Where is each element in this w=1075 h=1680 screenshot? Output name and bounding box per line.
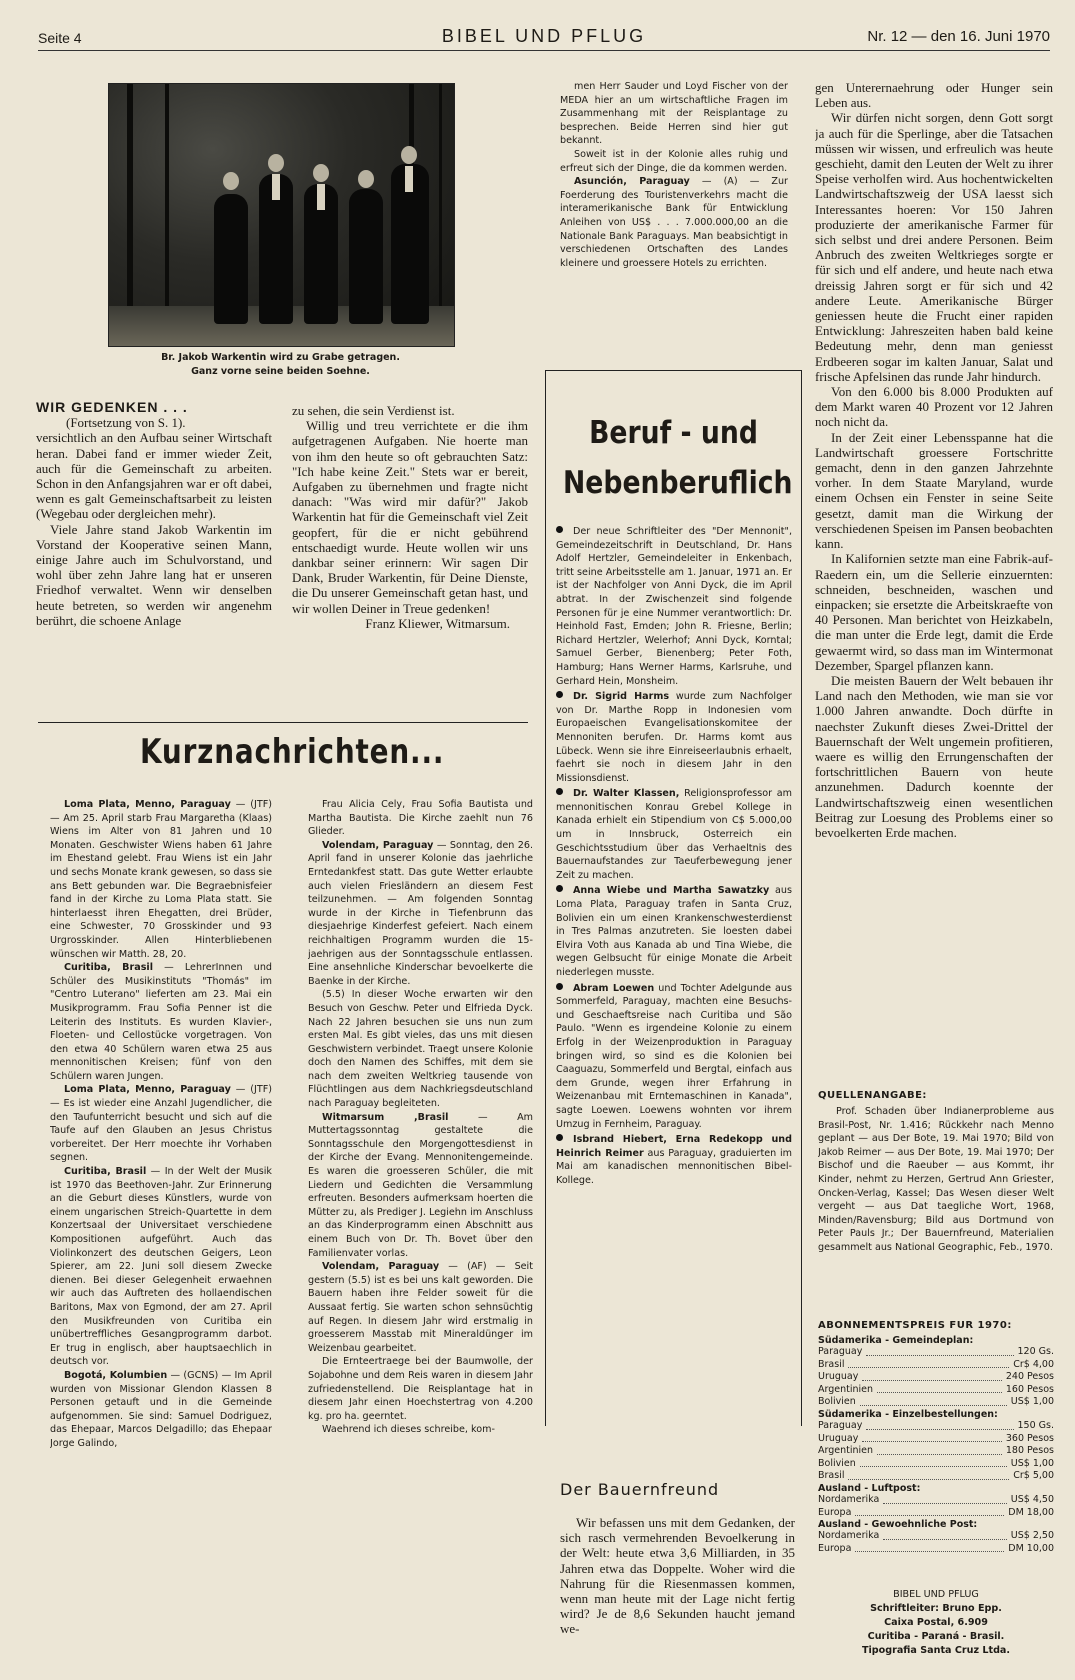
wir-gedenken-heading: WIR GEDENKEN . . . bbox=[36, 400, 188, 415]
news-text: — (GCNS) — Im April wurden von Missionar Glendon Klassen 8 Personen getauft und in die Gemeinde aufgenommen. Sie sind: Samuel Dodriguez, das Ehepaar, Marcos Delgadillo; das Ehepaar Jorge Galindo, bbox=[50, 1369, 272, 1449]
beruf-name: Isbrand Hiebert, Erna Redekopp und Heinrich Reimer bbox=[556, 1134, 792, 1159]
news-item bbox=[50, 1165, 272, 1369]
news-text: — Am Muttertagssonntag gestaltete die Sonntagsschule den Morgengottesdienst in der Kirche der Evang. Mennonitengemeinde. Es waren die groesseren Schüler, die mit Liedern und Gedichten die Versammlung erfreuten. Besonders aufmerksam hoerten die Mütter zu, als Prediger J. Legiehn im Anschluss an das Kinderprogramm einen Abschnitt aus einem Buch von Dr. Th. Bovet über den Familienvater vorlas. bbox=[308, 1111, 533, 1259]
abonnement-heading: ABONNEMENTSPREIS FÜR 1970: bbox=[818, 1320, 1012, 1331]
bullet-icon bbox=[556, 1134, 563, 1141]
bullet-icon bbox=[556, 526, 563, 533]
price-section-title: Ausland - Luftpost: bbox=[818, 1482, 921, 1494]
issue-date: Nr. 12 — den 16. Juni 1970 bbox=[867, 28, 1050, 45]
photo-caption: Br. Jakob Warkentin wird zu Grabe getragen. Ganz vorne seine beiden Soehne. bbox=[161, 352, 400, 377]
beruf-item bbox=[556, 982, 792, 1132]
price-country: Argentinien bbox=[818, 1445, 874, 1457]
dot-leader bbox=[860, 1458, 1007, 1468]
beruf-text: und Tochter Adelgunde aus Sommerfeld, Paraguay, machten eine Besuchs- und Geschaeftsreise nach Curitiba und São Paulo. "Wenn es irgendeine Kolonie zu einem Erfolg in der Weizenproduktion in Paraguay bringen wird, so sind es die Kolonien bei Caaguazu, Sommerfeld und Bergtal, einfach aus dem Grunde, wegen ihrer Erfahrung in Weizenanbau mit Erntemaschinen in Kanada", sagte Loewen. Loewens wohnten vor ihrem Umzug in Fernheim, Paraguay. bbox=[556, 982, 792, 1130]
price-row bbox=[818, 1396, 1054, 1409]
beruf-text: Religionsprofessor am mennonitischen Konrau Grebel Kollege in Kanada erhielt ein Stipendium von C$ 5.000,00 um in Innsbruck, Osterreich ein Geschichtsstudium über das Verhaeltnis des Bauernaufstandes zur Taeuferbewegung jener Zeit zu machen. bbox=[556, 788, 792, 881]
beruf-name: Dr. Walter Klassen, bbox=[573, 788, 680, 800]
kurznachrichten-title: Kurznachrichten... bbox=[140, 732, 445, 772]
bauernfreund-text: Wir befassen uns mit dem Gedanken, der sich rasch vermehrenden Bevoelkerung in der Welt: heute etwa 3,6 Milliarden, in 35 Jahren etwa das Doppelte. Woher wird die Nahrung für die Riesenmassen kommen, wenn man heute mit der Lage nicht fertig wird? Je de 8,6 Sekunden haucht jemand we- bbox=[560, 1515, 795, 1637]
price-value: US$ 4,50 bbox=[1010, 1493, 1054, 1505]
news-item bbox=[50, 798, 272, 961]
funeral-photo bbox=[108, 83, 455, 347]
beruf-text: aus Paraguay, graduierten im Mai am kanadischen mennonitischen Bibel-Kollege. bbox=[556, 1147, 792, 1186]
price-row bbox=[818, 1494, 1054, 1507]
beruf-text: wurde zum Nachfolger von Dr. Marthe Ropp in Indonesien vom Europaeischen Evangelisationskomitee der Mennoniten berufen. Dr. Harms komt aus Lübeck. Wenn sie ihre Einreiseerlaubnis erhaelt, faehrt sie noch in diesem Jahr in den Missionsdienst. bbox=[556, 691, 792, 784]
dot-leader bbox=[848, 1470, 1009, 1480]
price-row bbox=[818, 1507, 1054, 1520]
dot-leader bbox=[848, 1359, 1009, 1369]
bullet-icon bbox=[556, 983, 563, 990]
column-paragraph: In Kalifornien setzte man eine Fabrik-auf-Raedern ein, um die Sellerie einzuernten: schneiden, beschneiden, waschen und einpacken; sie ersetzte die Arbeitskraefte von 40 Personen. Man berichtet von Heizkabeln, die man unter die Erde legt, damit die Erde gewaermt wird, so dass man im Wintermonat Dezember, Spargel pflanzen kann. bbox=[815, 551, 1053, 673]
news-text: Die Ernteertraege bei der Baumwolle, der Sojabohne und dem Reis waren in diesem Jahr zufriedenstellend. Die Reisplantage hat in diesem Jahr einen Hoechstertrag von 4.200 kg. pro ha. geerntet. bbox=[308, 1356, 533, 1422]
price-row bbox=[818, 1433, 1054, 1446]
dot-leader bbox=[877, 1384, 1002, 1394]
header-rule bbox=[38, 50, 1050, 51]
bullet-icon bbox=[556, 691, 563, 698]
beruf-item bbox=[556, 1133, 792, 1187]
column-paragraph: In der Zeit einer Lebensspanne hat die Landwirtschaft groessere Fortschritte gemacht, denn in den ganzen Jahrzehnte vorher. In dem Staate Maryland, wurde einem Ochsen ein Fenster in seine Seite gesetzt, damit man die Wirkung der verschiedenen Speisen im Pansen beobachten kann. bbox=[815, 429, 1053, 552]
price-value: DM 18,00 bbox=[1008, 1506, 1054, 1518]
price-section-title: Südamerika - Gemeindeplan: bbox=[818, 1335, 974, 1346]
news-dateline: Loma Plata, Menno, Paraguay bbox=[64, 1084, 231, 1096]
news-text: — (A) — Zur Foerderung des Touristenverkehrs macht die interamerikanische Bank für Entwicklung Anleihen von US$ . . . 7.000.000,00 an die Nationale Bank Paraguays. Man beabsichtigt in verschiedenen Ortschaften des Landes kleinere und groessere Hotels zu errichten. bbox=[560, 176, 788, 269]
page-number: Seite 4 bbox=[38, 30, 82, 46]
bullet-icon bbox=[556, 885, 563, 892]
price-row bbox=[818, 1470, 1054, 1483]
news-item bbox=[308, 1355, 533, 1423]
news-text: — (AF) — Seit gestern (5.5) ist es bei uns kalt geworden. Die Bauern haben ihre Felder soweit für die Aussaat fertig. Sie warten schon sehnsüchtig auf Regen. In diesem Jahr wird erstmalig in groesserem Masstab mit Mineraldünger im Weizenbau gearbeitet. bbox=[308, 1261, 533, 1354]
news-item bbox=[560, 148, 788, 175]
beruf-item bbox=[556, 525, 792, 688]
price-value: US$ 2,50 bbox=[1010, 1530, 1054, 1542]
quellenangabe: QUELLENANGABE: Prof. Schaden über Indianerprobleme aus Brasil-Post, Nr. 1.416; Rückkehr nach Menno geplant — aus Der Bote, 19. Mai 1970; Bild von Jakob Reimer — aus Der Bote, 19. Mai 1970; Der Bischof und die Raeuber — aus Kommt, ihr Kinder, nehmt zu Herzen, Gertrud Ann Griester, Oncken-Verlag, Kassel; Das Wesen dieser Welt vergeht — aus Dat taegliche Wort, 1968, Minden/Ravensburg; Bild aus Dortmund von Peter Pauls Jr.; Der Bauernfreund, Materialien gesammelt aus National Geographic, Feb., 1970. bbox=[818, 1090, 1054, 1253]
news-item bbox=[308, 1260, 533, 1355]
wir-gedenken-col1: WIR GEDENKEN . . . (Fortsetzung von S. 1). versichtlich an den Aufbau seiner Wirtschaft heran. Dabei fand er immer wieder Zeit, auch für die Gemeinschaft zu arbeiten. Schon in den Anfangsjahren war er oft dabei, wenn es galt Gemeinschaftsarbeit zu leisten (Wegebau oder dergleichen mehr). Viele Jahre stand Jakob Warkentin im Vorstand der Kooperative seinen Mann, einige Jahre auch im Schulvorstand, und wohl über zehn Jahre lang hat er unseren Friedhof verwaltet. Wenn wir denselben heute betreten, so werden wir angenehm berührt, die schoene Anlage bbox=[36, 400, 272, 628]
price-country: Bolivien bbox=[818, 1457, 856, 1469]
beruf-name: Abram Loewen bbox=[573, 982, 655, 994]
news-item bbox=[308, 1423, 533, 1437]
news-item bbox=[308, 839, 533, 989]
price-section-title: Südamerika - Einzelbestellungen: bbox=[818, 1408, 998, 1420]
column-paragraph: Die meisten Bauern der Welt bebauen ihr Land nach den Methoden, wie man sie vor 1.000 Jahren anwandte. Doch dürfte in naechster Zukunft dieses Zwei-Drittel der Bauernschaft der Welt ungemein profitieren, waere es willig den Errungenschaften der fortschrittlichen Bauern von heute anzunehmen. Dadurch koennte der Landwirtschaftszweig einen wesentlichen Beitrag zur Loesung des Problems einer so bevoelkerten Erde machen. bbox=[815, 672, 1053, 840]
dot-leader bbox=[883, 1530, 1006, 1540]
dot-leader bbox=[866, 1420, 1013, 1430]
news-text: (5.5) In dieser Woche erwarten wir den Besuch von Geschw. Peter und Elfrieda Dyck. Nach 22 Jahren besuchen sie uns nun zum ersten Mal. Es gibt vieles, das uns mit diesen Geschwistern verbindet. Traegt unsere Kolonie doch den Namen des Schiffes, mit dem sie nach dem zweiten Weltkrieg tausende von Flüchtlingen aus dem Nachkriegsdeutschland nach Paraguay begleiteten. bbox=[308, 989, 533, 1110]
news-dateline: Volendam, Paraguay bbox=[322, 839, 434, 851]
price-country: Uruguay bbox=[818, 1432, 859, 1444]
price-country: Argentinien bbox=[818, 1383, 874, 1395]
news-text: Soweit ist in der Kolonie alles ruhig und erfreut sich der Dinge, die da kommen werden. bbox=[560, 148, 788, 174]
price-value: 120 Gs. bbox=[1017, 1346, 1054, 1357]
dot-leader bbox=[862, 1371, 1002, 1381]
dot-leader bbox=[860, 1396, 1007, 1406]
price-value: 240 Pesos bbox=[1005, 1371, 1054, 1383]
news-text: — (JTF) — Am 25. April starb Frau Margaretha (Klaas) Wiens im Alter von 81 Jahren und 10 Monaten. Geschwister Wiens haben 61 Jahre im Ehestand gelebt. Frau Wiens ist ein Jahr und sechs Monate krank gewesen, so dass sie ans Bett gebunden war. Die Begraebnisfeier fand in der Kirche zu Loma Plata statt. Sie hinterlaesst ihren Ehegatten, drei Brüder, eine Schwester, 70 Grosskinder und 93 Urgrosskinder. Allen Hinterbliebenen wünschen wir Matth. 28, 20. bbox=[50, 799, 272, 960]
news-text: Frau Alicia Cely, Frau Sofia Bautista und Martha Bautista. Die Kirche zaehlt nun 76 Glieder. bbox=[308, 799, 533, 838]
dot-leader bbox=[862, 1433, 1002, 1443]
news-dateline: Volendam, Paraguay bbox=[322, 1261, 440, 1273]
beruf-title: Beruf - und Nebenberuflich bbox=[562, 415, 793, 501]
column-paragraph: Wir dürfen nicht sorgen, denn Gott sorgt ja auch für die Sperlinge, aber die Tatsachen müssen wir wissen, und erfreulich was heute geschieht, damit den Leuten der Welt zu ihrer Speise verholfen wird. Aus hochentwickelten Landwirtschaftszweig der USA laesst sich Interessantes hoeren: Vor 150 Jahren produzierte der amerikanische Farmer für sich selbst und drei andere Personen. Beim Anbruch des zweiten Weltkrieges sorgte er für sich und elf andere, und heute nach etwa dreissig Jahren sorgt er für sich und 42 andere Leute. Amerikanische Bürger geniessen heute die Frucht einer rapiden Entwicklung: Jahreszeiten haben bald keine Bedeutung mehr, denn man geniesst Erdbeeren sogar im kalten Januar, Salat und frische Apfelsinen das runde Jahr hindurch. bbox=[815, 110, 1053, 384]
price-country: Paraguay bbox=[818, 1346, 863, 1357]
price-value: 160 Pesos bbox=[1005, 1383, 1054, 1395]
bauernfreund-continued bbox=[815, 80, 1053, 1080]
news-text: men Herr Sauder und Loyd Fischer von der MEDA hier an um wirtschaftliche Fragen im Zusammenhang mit der Reisplantage zu besprechen. Beide Herren sind hier gut bekannt. bbox=[560, 81, 788, 147]
masthead-title: BIBEL UND PFLUG bbox=[441, 26, 647, 46]
news-text: — (JTF) — Es ist wieder eine Anzahl Jugendlicher, die den Taufunterricht besucht und sich auf die Taufe auf den Glauben an Jesus Christus vorbereitet. Der Herr moechte ihr Vorhaben segnen. bbox=[50, 1084, 272, 1164]
bullet-icon bbox=[556, 788, 563, 795]
bauernfreund-heading: Der Bauernfreund bbox=[560, 1480, 720, 1499]
column-paragraph: gen Unterernaehrung oder Hunger sein Leben aus. bbox=[815, 80, 1053, 111]
price-country: Uruguay bbox=[818, 1371, 859, 1383]
news-dateline: Curitiba, Brasil bbox=[64, 962, 153, 974]
news-item bbox=[560, 80, 788, 148]
price-row bbox=[818, 1346, 1054, 1359]
price-value: 360 Pesos bbox=[1005, 1432, 1054, 1444]
news-item bbox=[308, 988, 533, 1110]
kurznachrichten-col1 bbox=[50, 798, 272, 1668]
price-value: 150 Gs. bbox=[1017, 1419, 1054, 1431]
price-country: Brasil bbox=[818, 1358, 845, 1370]
price-value: 180 Pesos bbox=[1005, 1445, 1054, 1457]
news-col3-top bbox=[560, 80, 788, 345]
price-country: Brasil bbox=[818, 1470, 845, 1482]
news-item bbox=[308, 1111, 533, 1261]
beruf-item bbox=[556, 787, 792, 882]
abonnement-section bbox=[818, 1320, 1054, 1580]
wir-gedenken-col2: zu sehen, die sein Verdienst ist. Willig und treu verrichtete er die ihm aufgetragenen Aufgaben. Nie hoerte man von ihm den heute so oft gebrauchten Satz: "Ich habe keine Zeit." Stets war er bereit, Aufgaben zu übernehmen und fragte nicht danach: "Was wird mir dafür?" Jakob Warkentin hat für die Gemeinschaft viel Zeit geopfert, für die er nicht gebührend entschaedigt wurde. Heute wollen wir uns dankbar seiner erinnern: Wir sagen Dir Dank, Bruder Warkentin, für Deine Dienste, die Du unserer Gemeinschaft getan hast, und wir wollen Deiner in Treue gedenken! Franz Kliewer, Witmarsum. bbox=[292, 403, 528, 631]
price-value: Cr$ 4,00 bbox=[1013, 1358, 1054, 1370]
price-row bbox=[818, 1359, 1054, 1372]
page-header bbox=[38, 26, 1050, 50]
news-item bbox=[50, 961, 272, 1083]
beruf-text: aus Loma Plata, Paraguay trafen in Santa Cruz, Bolivien ein um einen Krankenschwesterdienst in Tres Palmas anzutreten. Sie loesten dabei Elvira Voth aus Kanada ab und Tina Wiebe, die wegen Gelbsucht für einige Monate die Arbeit niederlegen musste. bbox=[556, 885, 792, 978]
news-dateline: Asunción, Paraguay bbox=[574, 176, 690, 188]
price-row bbox=[818, 1384, 1054, 1397]
beruf-name: Dr. Sigrid Harms bbox=[573, 691, 670, 703]
price-value: Cr$ 5,00 bbox=[1013, 1470, 1054, 1482]
price-country: Europa bbox=[818, 1542, 852, 1554]
news-text: — In der Welt der Musik ist 1970 das Beethoven-Jahr. Zur Erinnerung an die Geburt dieses Künstlers, wurde von einem ungarischen Streich-Quartette in dem Konzertsaal der Universitaet verschiedene Kompositionen aufgeführt. Auch das Violinkonzert des deutschen Geigers, Leon Spierer, am 22. Juni soll diesem Zwecke dienen. Bei dieser Gelegenheit erwaehnen wir auch das Auftreten des hollaendischen Baritons, Max von Egmond, der am 27. April den Musikfreunden von Curitiba ein unübertreffliches Gesangprogramm darbot. Er trug in englisch, aber hauptsaechlich in deutsch vor. bbox=[50, 1166, 272, 1368]
beruf-item bbox=[556, 884, 792, 979]
news-dateline: Loma Plata, Menno, Paraguay bbox=[64, 799, 231, 810]
quellen-heading: QUELLENANGABE: bbox=[818, 1090, 927, 1101]
news-text: — LehrerInnen und Schüler des Musikinstituts "Thomás" im "Centro Luterano" lieferten am 23. Mai ein Musikprogramm. Frau Sofia Penner ist die Leiterin des Instituts. Es wurden Klavier-, Floeten- und Cellostücke vorgetragen. Von den etwa 40 Schülern waren etwa 25 aus mennonitischen Kreisen; fünf von den Schülern waren Jungen. bbox=[50, 962, 272, 1082]
price-value: US$ 1,00 bbox=[1010, 1396, 1054, 1408]
news-text: — Sonntag, den 26. April fand in unserer Kolonie das jaehrliche Erntedankfest statt. Das gute Wetter erlaubte auch vielen Friesländern an diesem Fest teilzunehmen. — Am folgenden Sonntag wurde in der Kirche in Tiefenbrunn das diesjaehrige Kinderfest gefeiert. Nach einem reichhaltigen Programm wurden die 15-jaehrigen aus der Sonntagsschule entlassen. Eine ansehnliche Kinderschar bevoelkerte die Baenke in der Kirche. bbox=[308, 839, 533, 987]
news-item bbox=[50, 1369, 272, 1451]
price-row bbox=[818, 1530, 1054, 1543]
price-country: Bolivien bbox=[818, 1396, 856, 1408]
news-dateline: Bogotá, Kolumbien bbox=[64, 1369, 168, 1381]
dot-leader bbox=[877, 1445, 1002, 1455]
price-country: Nordamerika bbox=[818, 1530, 880, 1542]
column-paragraph: Von den 6.000 bis 8.000 Produkten auf dem Markt waren 40 Prozent vor 12 Jahren noch nicht da. bbox=[815, 384, 1053, 430]
section-divider bbox=[38, 722, 528, 723]
beruf-name: Anna Wiebe und Martha Sawatzky bbox=[573, 885, 770, 897]
price-row bbox=[818, 1458, 1054, 1471]
beruf-item bbox=[556, 690, 792, 785]
news-dateline: Curitiba, Brasil bbox=[64, 1166, 147, 1178]
kurznachrichten-col2 bbox=[308, 798, 533, 1668]
news-item bbox=[50, 1083, 272, 1165]
price-value: US$ 1,00 bbox=[1010, 1457, 1054, 1469]
news-text: Waehrend ich dieses schreibe, kom- bbox=[322, 1424, 495, 1436]
news-dateline: Witmarsum ,Brasil bbox=[322, 1111, 449, 1123]
price-value: DM 10,00 bbox=[1008, 1542, 1054, 1554]
dot-leader bbox=[866, 1346, 1013, 1356]
dot-leader bbox=[855, 1507, 1004, 1517]
price-country: Paraguay bbox=[818, 1419, 863, 1431]
beruf-items bbox=[556, 525, 792, 1455]
impressum: BIBEL UND PFLUG Schriftleiter: Bruno Epp. Caixa Postal, 6.909 Curitiba - Paraná - Brasil. Tipografia Santa Cruz Ltda. bbox=[861, 1589, 1011, 1656]
price-row bbox=[818, 1420, 1054, 1433]
price-country: Nordamerika bbox=[818, 1493, 880, 1505]
news-item bbox=[560, 175, 788, 270]
dot-leader bbox=[855, 1543, 1004, 1553]
news-item bbox=[308, 798, 533, 839]
price-row bbox=[818, 1445, 1054, 1458]
price-row bbox=[818, 1371, 1054, 1384]
dot-leader bbox=[883, 1494, 1006, 1504]
price-section-title: Ausland - Gewoehnliche Post: bbox=[818, 1519, 978, 1531]
price-country: Europa bbox=[818, 1506, 852, 1518]
beruf-text: Der neue Schriftleiter des "Der Mennonit", Gemeindezeitschrift in Deutschland, Dr. Hans Adolf Hertzler, Gemeindeleiter in Enkenbach, tritt seine Arbeitsstelle am 1. Januar, 1971 an. Er ist der Nachfolger von Anni Dyck, die im April abtrat. In der Zwischenzeit sind folgende Personen für je eine Nummer verantwortlich: Dr. Heinhold Fast, Emden; John R. Friesne, Berlin; Richard Hertzler, Welerhof; Anni Dyck, Korntal; Samuel Gerber, Bienenberg; Peter Foth, Hamburg; Hans Werner Harms, Karlsruhe, und Gerhard Hein, Monsheim. bbox=[556, 526, 792, 687]
price-row bbox=[818, 1543, 1054, 1556]
